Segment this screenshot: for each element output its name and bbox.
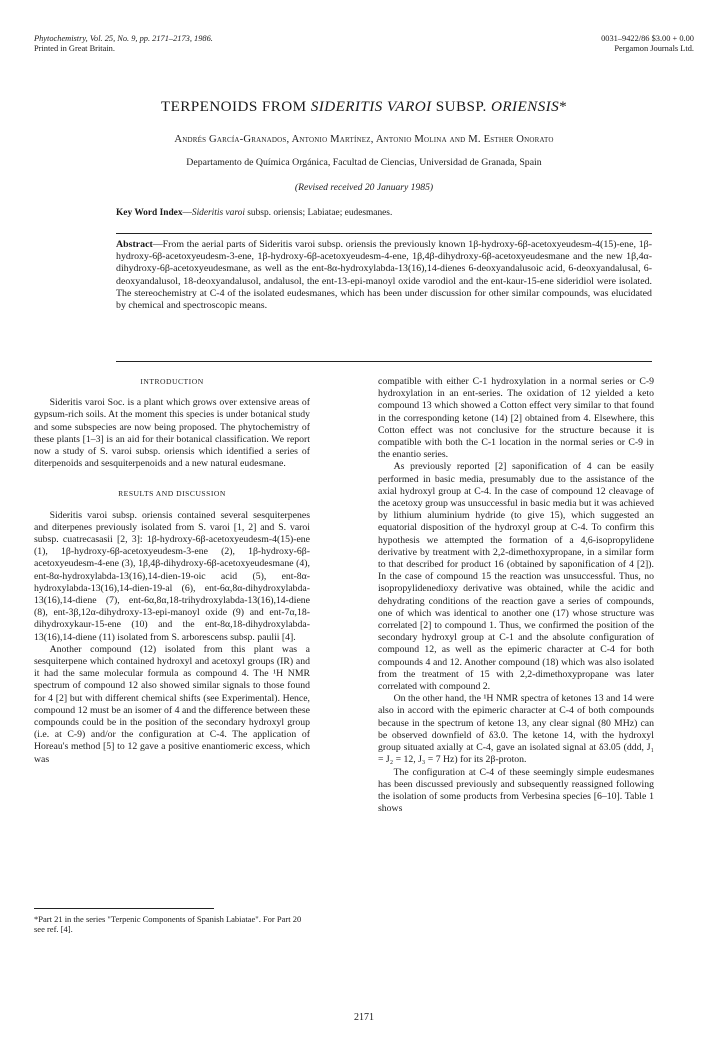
printed-in: Printed in Great Britain. xyxy=(34,44,115,53)
section-heading-introduction: INTRODUCTION xyxy=(140,377,204,386)
title-footnote-mark: * xyxy=(559,98,568,115)
section-heading-results: RESULTS AND DISCUSSION xyxy=(118,489,226,499)
affiliation: Departamento de Química Orgánica, Facultad de Ciencias, Universidad de Granada, Spain xyxy=(186,157,542,168)
abstract xyxy=(116,239,652,312)
abstract-text: —From the aerial parts of Sideritis varoi subsp. oriensis the previously known 1β-hydroxy-6β-acetoxyeudesm-4(15)-ene, 1β-hydroxy-6β-acetoxyeudesm-3-ene, 1β-hydroxy-6β-acetoxyeudesm-4-ene, 1β,4β-dihydroxy-6β-acetoxyeudesmane and the new 1β,4α-dihydroxy-6β-acetoxyeudesmane, as well as the ent-8α-hydroxylabda-13(16),14-dienes 6-deoxyandalusoic acid, 6-deoxyandalusal, 6-deoxyandalusol, 18-deoxyandalusol, andalusol, the ent-13-epi-manoyl oxide varodiol and the ent-kaur-15-ene sideridiol were isolated. The stereochemistry at C-4 of the isolated eudesmanes, which has been under discussion for other similar compounds, was elucidated by chemical and spectroscopic means. xyxy=(116,239,652,312)
author-list: Andrés García-Granados, Antonio Martínez, Antonio Molina and M. Esther Onorato xyxy=(174,134,554,145)
journal-citation: Phytochemistry, Vol. 25, No. 9, pp. 2171–2173, 1986. xyxy=(34,34,213,43)
abstract-label: Abstract xyxy=(116,239,153,250)
page-number: 2171 xyxy=(354,1012,374,1023)
keyword-index xyxy=(116,208,392,218)
right-paragraph-1: compatible with either C-1 hydroxylation in a normal series or C-9 hydroxylation in an ent-series. The oxidation of 12 yielded a keto compound 13 which showed a Cotton effect very similar to that found in the corresponding ketone (14) [2] obtained from 4. Elsewhere, this Cotton effect was not conclusive for the structure because it is compatible with both the C-1 location in the normal series or C-9 in the enantio series. xyxy=(378,376,654,461)
keywords-dash: — xyxy=(182,208,192,218)
right-paragraph-3: On the other hand, the ¹H NMR spectra of ketones 13 and 14 were also in accord with the epimeric character at C-4 of both compounds because in the spectrum of ketone 13, any clear signal (80 MHz) can be observed downfield of δ3.0. The ketone 14, with the hydroxyl group situated axially at C-4, gave an isolated signal at δ3.05 (ddd, J₁ = J₂ = 12, J₃ = 7 Hz) for its 2β-proton. xyxy=(378,693,654,766)
footnote: *Part 21 in the series "Terpenic Components of Spanish Labiatae". For Part 20 see ref. [4]. xyxy=(34,914,302,935)
revised-date: (Revised received 20 January 1985) xyxy=(294,182,434,193)
keywords-rest: subsp. oriensis; Labiatae; eudesmanes. xyxy=(244,208,393,218)
right-column xyxy=(378,376,654,815)
abstract-top-rule xyxy=(116,233,652,234)
price-code: 0031–9422/86 $3.00 + 0.00 xyxy=(601,34,694,43)
keywords-species: Sideritis varoi xyxy=(191,208,245,218)
intro-paragraph: Sideritis varoi Soc. is a plant which grows over extensive areas of gypsum-rich soils. At the moment this species is under botanical study and some subspecies are now being proposed. The phytochemistry of these plants [1–3] is an aid for their botanical classification. We report now a study of S. varoi subsp. oriensis which identified a series of diterpenoids and sesquiterpenoids and a new natural eudesmane. xyxy=(34,397,310,470)
results-paragraph-1: Sideritis varoi subsp. oriensis contained several sesquiterpenes and diterpenes previously isolated from S. varoi [1, 2] and S. varoi subsp. cuatrecasasii [2, 3]: 1β-hydroxy-6β-acetoxyeudesm-4(15)-ene (1), 1β-hydroxy-6β-acetoxyeudesm-3-ene (2), 1β-hydroxy-6β-acetoxyeudesm-4-ene (3), 1β,4β-dihydroxy-6β-acetoxyeudesmane (4), ent-8α-hydroxylabda-13(16),14-dien-19-oic acid (5), ent-8α-hydroxylabda-13(16),14-dien-19-al (6), ent-6α,8α-dihydroxylabda-13(16),14-diene (7), ent-6α,8α,18-trihydroxylabda-13(16),14-diene (8), ent-3β,12α-dihydroxy-13-epi-manoyl oxide (9) and ent-7α,18-dihydroxykaur-15-ene (10) and the ent-8α,18-dihydroxylabda-13(16),14-diene (11) isolated from S. arborescens subsp. paulii [4]. xyxy=(34,509,310,643)
title-subspecies: ORIENSIS xyxy=(490,98,560,115)
running-header-right xyxy=(601,34,694,54)
right-paragraph-2: As previously reported [2] saponification of 4 can be easily performed in basic media, presumably due to the assistance of the axial hydroxyl group at C-4. In the case of compound 12 cleavage of the acetoxy group was unsuccessful in basic media but it was achieved by lithium aluminium hydride (to give 15), which suggested an equatorial disposition of the hydroxyl group at C-4. To confirm this hypothesis we attempted the formation of a 4,6-isopropylidene derivative by treatment with 2,2-dimethoxypropane, in a similar form to that described for product 16 (obtained by saponification of 4 [2]). In the case of compound 15 the reaction was unsuccessful. Thus, no isopropylidenedioxy derivative was obtained, while the acidic and dehydrating conditions of the reaction gave a series of compounds, one of which was identical to another one (17) whose structure was correlated [2] to compound 1. Thus, we confirmed the position of the secondary hydroxyl group at C-1 and the absolute configuration of compound 12, as well as the epimeric character at C-4 for both compounds 4 and 12. Another compound (18) which was also isolated from the treatment of 15 with 2,2-dimethoxypropane was later correlated with compound 2. xyxy=(378,461,654,693)
left-column xyxy=(34,376,310,766)
keywords-label: Key Word Index xyxy=(116,208,183,218)
running-header-left xyxy=(34,34,213,54)
right-paragraph-4: The configuration at C-4 of these seemingly simple eudesmanes has been discussed previously and subsequently reassigned following the isolation of some products from Verbesina species [6–10]. Table 1 shows xyxy=(378,766,654,815)
results-paragraph-2: Another compound (12) isolated from this plant was a sesquiterpene which contained hydroxyl and acetoxyl groups (IR) and it had the same molecular formula as compound 4. The ¹H NMR spectrum of compound 12 also showed similar signals to those found for 4 [2] but with different chemical shifts (see Experimental). Hence, compound 12 must be an isomer of 4 and the difference between these compounds could be in the position of the secondary hydroxyl group (i.e. at C-9) and/or the configuration at C-4. The application of Horeau's method [5] to 12 gave a positive enantiomeric excess, which was xyxy=(34,643,310,765)
title-mid: SUBSP. xyxy=(431,98,491,115)
title-species: SIDERITIS VAROI xyxy=(310,98,432,115)
abstract-bottom-rule xyxy=(116,361,652,362)
article-title xyxy=(0,98,728,116)
title-prefix: TERPENOIDS FROM xyxy=(160,98,311,115)
publisher: Pergamon Journals Ltd. xyxy=(614,44,694,53)
footnote-rule xyxy=(34,908,214,909)
